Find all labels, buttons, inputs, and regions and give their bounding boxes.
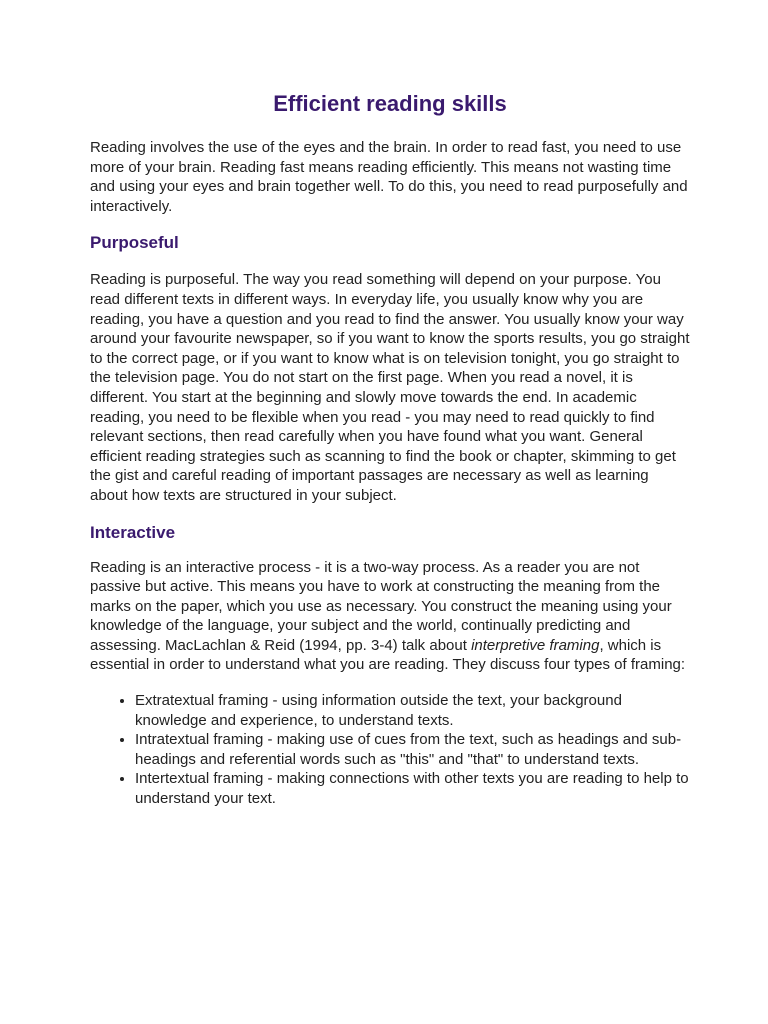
intro-paragraph: Reading involves the use of the eyes and the brain. In order to read fast, you need to use more of your brain. Reading fast means reading efficiently. This means not wasting time and using your eyes and brain together well. To do this, you need to read purposefully and interactively.: [90, 139, 688, 215]
list-item-intratextual: • Intratextual framing - making use of cues from the text, such as headings and sub-headings and referential words such as "this" and "that" to understand texts.: [135, 730, 690, 769]
document-page: [90, 90, 690, 809]
framing-types-list: [90, 691, 690, 809]
interactive-text-after: , which is essential in order to understand what you are reading. They discuss four types of framing:: [90, 636, 686, 674]
interactive-paragraph: [90, 558, 690, 676]
section-heading-interactive: Interactive: [90, 522, 176, 542]
page-title: Efficient reading skills: [273, 91, 507, 116]
interactive-text-before: Reading is an interactive process - it is a two-way process. As a reader you are not passive but active. This means you have to work at constructing the meaning from the marks on the paper, which you use as necessary. You construct the meaning using your knowledge of the language, your subject and the world, continually predicting and assessing. MacLachlan & Reid (1994, pp. 3-4) talk about: [90, 558, 672, 654]
list-item-intertextual: • Intertextual framing - making connections with other texts you are reading to help to understand your text.: [135, 769, 690, 808]
list-item-extratextual: • Extratextual framing - using information outside the text, your background knowledge and experience, to understand texts.: [135, 691, 690, 730]
interpretive-framing-term: interpretive framing: [471, 636, 600, 654]
purposeful-paragraph: Reading is purposeful. The way you read something will depend on your purpose. You read different texts in different ways. In everyday life, you usually know why you are reading, you have a question and you read to find the answer. You usually know your way around your favourite newspaper, so if you want to know the sports results, you go straight to the correct page, or if you want to know what is on television tonight, you go straight to the television page. You do not start on the first page. When you read a novel, it is different. You start at the beginning and slowly move towards the end. In academic reading, you need to be flexible when you read - you may need to read quickly to find relevant sections, then read carefully when you have found what you want. General efficient reading strategies such as scanning to find the book or chapter, skimming to get the gist and careful reading of important passages are necessary as well as learning about how texts are structured in your subject.: [90, 271, 690, 504]
section-heading-purposeful: Purposeful: [90, 233, 179, 253]
